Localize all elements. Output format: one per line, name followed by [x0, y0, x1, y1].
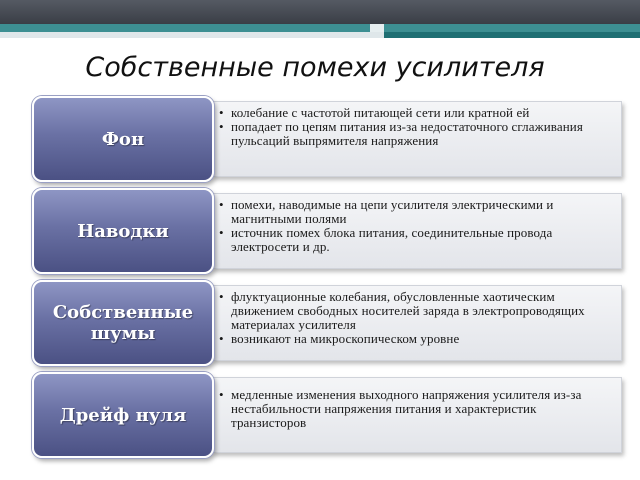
description-box	[212, 377, 622, 453]
term-label: Собственные шумы	[52, 302, 194, 344]
term-label: Фон	[101, 128, 145, 150]
row-own-noise	[32, 280, 622, 366]
term-box	[32, 188, 214, 274]
bullet-item: • источник помех блока питания, соединительные провода электросети и др.	[231, 226, 613, 254]
bullet-item: • помехи, наводимые на цепи усилителя электрическими и магнитными полями	[231, 198, 613, 226]
header-bar	[0, 0, 640, 24]
term-label: Наводки	[77, 220, 169, 242]
bullet-item: • возникают на микроскопическом уровне	[231, 332, 613, 346]
term-box	[32, 372, 214, 458]
description-box	[212, 101, 622, 177]
row-zero-drift	[32, 372, 622, 458]
row-background-hum	[32, 96, 622, 182]
bullet-item: • флуктуационные колебания, обусловленные хаотическим движением свободных носителей заряда в электропроводящих материалах усилителя	[231, 290, 613, 332]
term-label: Дрейф нуля	[59, 404, 187, 426]
row-interference	[32, 188, 622, 274]
header-stripe	[0, 24, 640, 32]
bullet-item: • попадает по цепям питания из-за недостаточного сглаживания пульсаций выпрямителя напряжения	[231, 120, 613, 148]
bullet-item: • медленные изменения выходного напряжения усилителя из-за нестабильности напряжения питания и характеристик транзисторов	[231, 388, 613, 430]
description-box	[212, 285, 622, 361]
description-box	[212, 193, 622, 269]
bullet-item: • колебание с частотой питающей сети или кратной ей	[231, 106, 613, 120]
term-box	[32, 280, 214, 366]
term-box	[32, 96, 214, 182]
header-line	[0, 32, 640, 38]
slide-title: Собственные помехи усилителя	[85, 52, 545, 83]
